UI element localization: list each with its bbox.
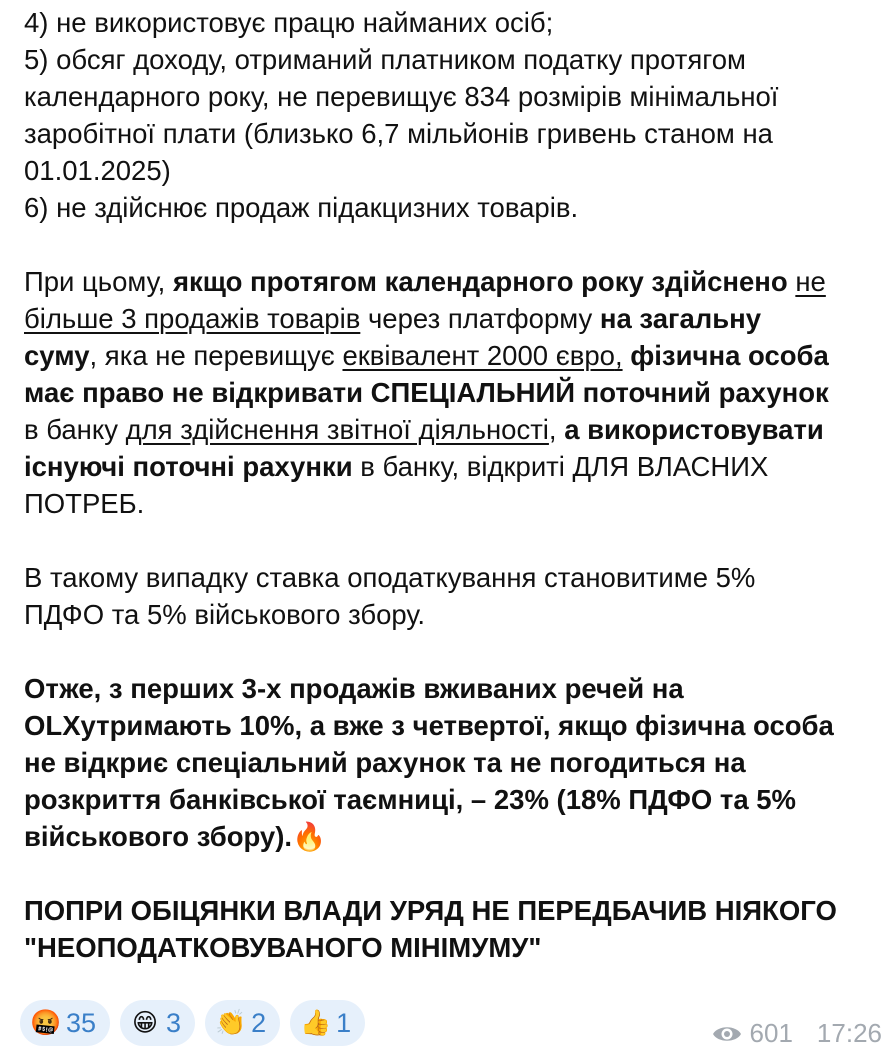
eye-icon <box>712 1023 742 1045</box>
reaction-count: 35 <box>66 1007 97 1038</box>
paragraph-line <box>24 448 884 485</box>
underlined-text: більше 3 продажів товарів <box>24 303 361 334</box>
fire-emoji: 🔥 <box>292 821 327 852</box>
clap-emoji-icon: 👏 <box>215 1008 247 1037</box>
text-run: , яка не перевищує <box>89 340 343 371</box>
paragraph-line <box>24 337 884 374</box>
underlined-text: не <box>795 266 826 297</box>
paragraph-line: "НЕОПОДАТКОВУВАНОГО МІНІМУМУ" <box>24 932 542 963</box>
underlined-text: , <box>614 340 623 371</box>
paragraph-line <box>24 818 884 855</box>
paragraph-line <box>24 263 884 300</box>
bold-text: існуючі поточні рахунки <box>24 451 353 482</box>
list-item: 01.01.2025) <box>24 155 171 186</box>
bold-text: суму <box>24 340 90 371</box>
text-run: , <box>548 414 565 445</box>
grin-emoji-icon: 😁 <box>132 1008 159 1037</box>
paragraph-line: Отже, з перших 3-х продажів вживаних речей на <box>24 673 684 704</box>
message-text <box>24 4 884 966</box>
text-run: При цьому, <box>24 266 173 297</box>
reaction-angry[interactable] <box>20 1000 110 1046</box>
list-item: 4) не використовує працю найманих осіб; <box>24 7 554 38</box>
paragraph-line <box>24 300 884 337</box>
reaction-clap[interactable] <box>205 1000 280 1046</box>
view-count: 601 <box>749 1018 793 1048</box>
reactions-bar <box>20 1000 365 1046</box>
list-item: 5) обсяг доходу, отриманий платником податку протягом <box>24 44 746 75</box>
list-item: календарного року, не перевищує 834 розмірів мінімальної <box>24 81 779 112</box>
paragraph-line: OLXутримають 10%, а вже з четвертої, якщо фізична особа <box>24 710 834 741</box>
reaction-count: 1 <box>336 1007 352 1038</box>
reaction-count: 3 <box>166 1007 182 1038</box>
reaction-count: 2 <box>251 1007 267 1038</box>
bold-text: на загальну <box>599 303 762 334</box>
message-time: 17:26 <box>816 1018 882 1048</box>
bold-text: а використовувати <box>564 414 824 445</box>
paragraph-line: не відкриє спеціальний рахунок та не погодиться на <box>24 747 746 778</box>
bold-text: фізична особа <box>622 340 829 371</box>
reaction-thumbs-up[interactable] <box>290 1000 365 1046</box>
angry-emoji-icon: 🤬 <box>30 1008 62 1037</box>
text-run: військового збору). <box>24 821 293 852</box>
text-run: в банку <box>24 414 126 445</box>
paragraph-line: розкриття банківської таємниці, – 23% (18% ПДФО та 5% <box>24 784 797 815</box>
text-run: в банку, відкриті ДЛЯ ВЛАСНИХ <box>352 451 769 482</box>
paragraph-line: ПОТРЕБ. <box>24 488 145 519</box>
paragraph-line: має право не відкривати СПЕЦІАЛЬНИЙ поточний рахунок <box>24 377 829 408</box>
paragraph-line: ПДФО та 5% військового збору. <box>24 599 426 630</box>
paragraph-line: ПОПРИ ОБІЦЯНКИ ВЛАДИ УРЯД НЕ ПЕРЕДБАЧИВ НІЯКОГО <box>24 895 837 926</box>
underlined-text: для здійснення звітної діяльності <box>125 414 549 445</box>
paragraph-line: В такому випадку ставка оподаткування становитиме 5% <box>24 562 756 593</box>
list-item: заробітної плати (близько 6,7 мільйонів гривень станом на <box>24 118 773 149</box>
paragraph-line <box>24 411 884 448</box>
underlined-text: еквівалент 2000 євро <box>342 340 615 371</box>
message-meta <box>712 1018 882 1049</box>
reaction-grin[interactable] <box>120 1000 195 1046</box>
list-item: 6) не здійснює продаж підакцизних товарів. <box>24 192 579 223</box>
bold-text: якщо протягом календарного року здійснено <box>172 266 788 297</box>
thumbs-up-emoji-icon: 👍 <box>300 1008 332 1037</box>
text-run: через платформу <box>360 303 600 334</box>
